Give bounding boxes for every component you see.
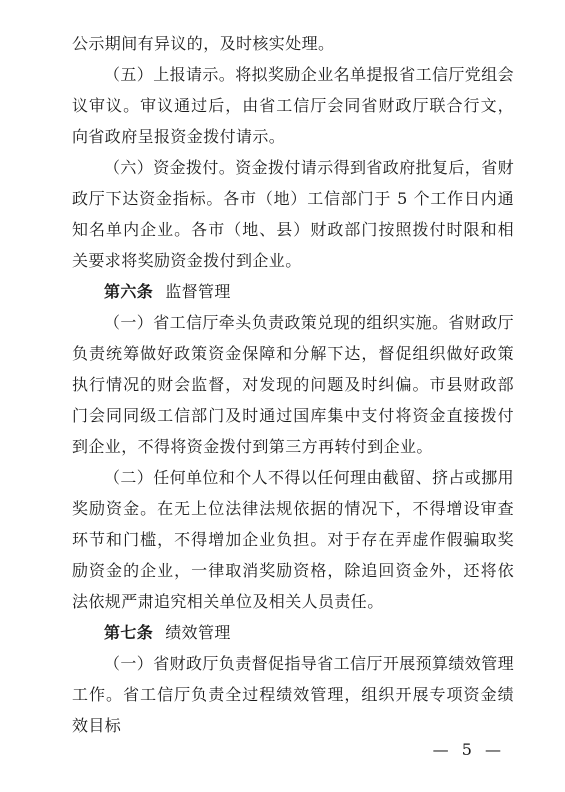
paragraph-block-2 xyxy=(72,152,514,276)
article-seven-title: 绩效管理 xyxy=(165,623,231,642)
paragraph-performance-one: （一）省财政厅负责督促指导省工信厅开展预算绩效管理工作。省工信厅负责全过程绩效管理，组织开展专项资金绩效目标 xyxy=(72,654,515,735)
paragraph-block-5 xyxy=(72,648,514,741)
page-number: — 5 — xyxy=(432,740,505,759)
paragraph-continuation: 公示期间有异议的，及时核实处理。 xyxy=(72,34,335,53)
article-seven-number: 第七条 xyxy=(104,623,154,642)
paragraph-block-4 xyxy=(72,462,514,617)
paragraph-block-1 xyxy=(72,59,514,152)
article-six-number: 第六条 xyxy=(104,282,154,301)
paragraph-report-request: （五）上报请示。将拟奖励企业名单提报省工信厅党组会议审议。审议通过后，由省工信厅会同省财政厅联合行文，向省政府呈报资金拨付请示。 xyxy=(72,65,515,146)
paragraph-supervision-two: （二）任何单位和个人不得以任何理由截留、挤占或挪用奖励资金。在无上位法律法规依据的情况下，不得增设审查环节和门槛，不得增加企业负担。对于存在弄虚作假骗取奖励资金的企业，一律取消奖励资格，除追回资金外，还将依法依规严肃追究相关单位及相关人员责任。 xyxy=(72,468,515,611)
article-six-heading xyxy=(72,276,514,307)
article-six-title: 监督管理 xyxy=(165,282,231,301)
paragraph-block-3 xyxy=(72,307,514,462)
paragraph-supervision-one: （一）省工信厅牵头负责政策兑现的组织实施。省财政厅负责统筹做好政策资金保障和分解下达，督促组织做好政策执行情况的财会监督，对发现的问题及时纠偏。市县财政部门会同同级工信部门及时通过国库集中支付将资金直接拨付到企业，不得将资金拨付到第三方再转付到企业。 xyxy=(72,313,515,456)
article-seven-heading xyxy=(72,617,514,648)
text-continuation xyxy=(72,28,514,59)
paragraph-fund-disbursement: （六）资金拨付。资金拨付请示得到省政府批复后，省财政厅下达资金指标。各市（地）工信部门于 5 个工作日内通知名单内企业。各市（地、县）财政部门按照拨付时限和相关要求将奖励资金拨付到企业。 xyxy=(72,158,515,270)
